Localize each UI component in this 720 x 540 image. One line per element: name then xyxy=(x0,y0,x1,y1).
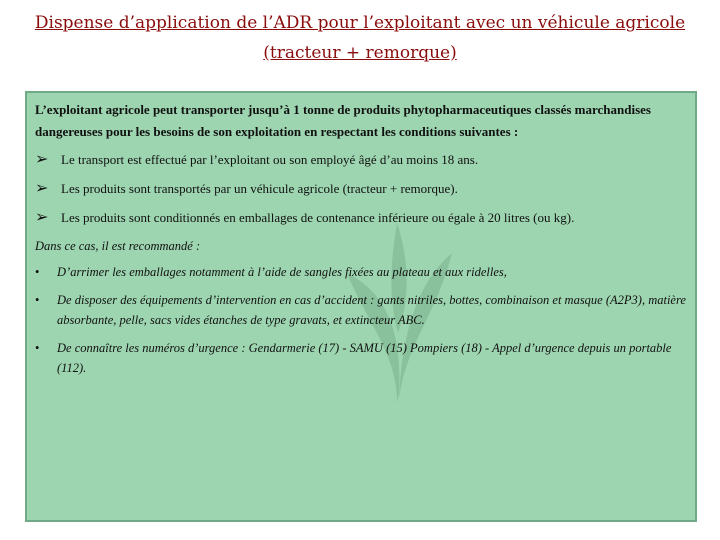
arrow-bullet-icon: ➢ xyxy=(35,209,49,226)
dot-bullet-icon: • xyxy=(35,341,40,355)
arrow-bullet-icon: ➢ xyxy=(35,180,49,197)
recommend-heading: Dans ce cas, il est recommandé : xyxy=(35,239,201,253)
condition-text: Les produits sont transportés par un véhicule agricole (tracteur + remorque). xyxy=(61,181,458,196)
condition-item xyxy=(35,145,691,174)
recommendation-text: De connaître les numéros d’urgence : Gendarmerie (17) - SAMU (15) Pompiers (18) - Appel d’urgence depuis un portable (112). xyxy=(57,341,672,375)
recommendation-item xyxy=(35,290,691,330)
recommendation-text: D’arrimer les emballages notamment à l’aide de sangles fixées au plateau et aux ridelles, xyxy=(57,265,507,279)
recommendation-text: De disposer des équipements d’intervention en cas d’accident : gants nitriles, bottes, combinaison et masque (A2P3), matière absorbante, pelle, sacs vides étanches de type gravats, et extincteur ABC. xyxy=(57,293,686,327)
arrow-bullet-icon: ➢ xyxy=(35,151,49,168)
condition-item xyxy=(35,203,691,232)
dot-bullet-icon: • xyxy=(35,293,40,307)
page-title: Dispense d’application de l’ADR pour l’exploitant avec un véhicule agricole (tracteur + remorque) xyxy=(34,13,686,63)
recommendations-block xyxy=(35,236,691,378)
dot-bullet-icon: • xyxy=(35,265,40,279)
recommendation-item xyxy=(35,262,691,282)
content-box xyxy=(25,91,697,522)
condition-text: Les produits sont conditionnés en emballages de contenance inférieure ou égale à 20 litres (ou kg). xyxy=(61,210,575,225)
content xyxy=(35,99,691,386)
recommendation-item xyxy=(35,338,691,378)
intro-text: L’exploitant agricole peut transporter jusqu’à 1 tonne de produits phytopharmaceutiques classés marchandises dangereuses pour les besoins de son exploitation en respectant les conditions suivantes : xyxy=(35,102,651,139)
condition-item xyxy=(35,174,691,203)
condition-text: Le transport est effectué par l’exploitant ou son employé âgé d’au moins 18 ans. xyxy=(61,152,479,167)
